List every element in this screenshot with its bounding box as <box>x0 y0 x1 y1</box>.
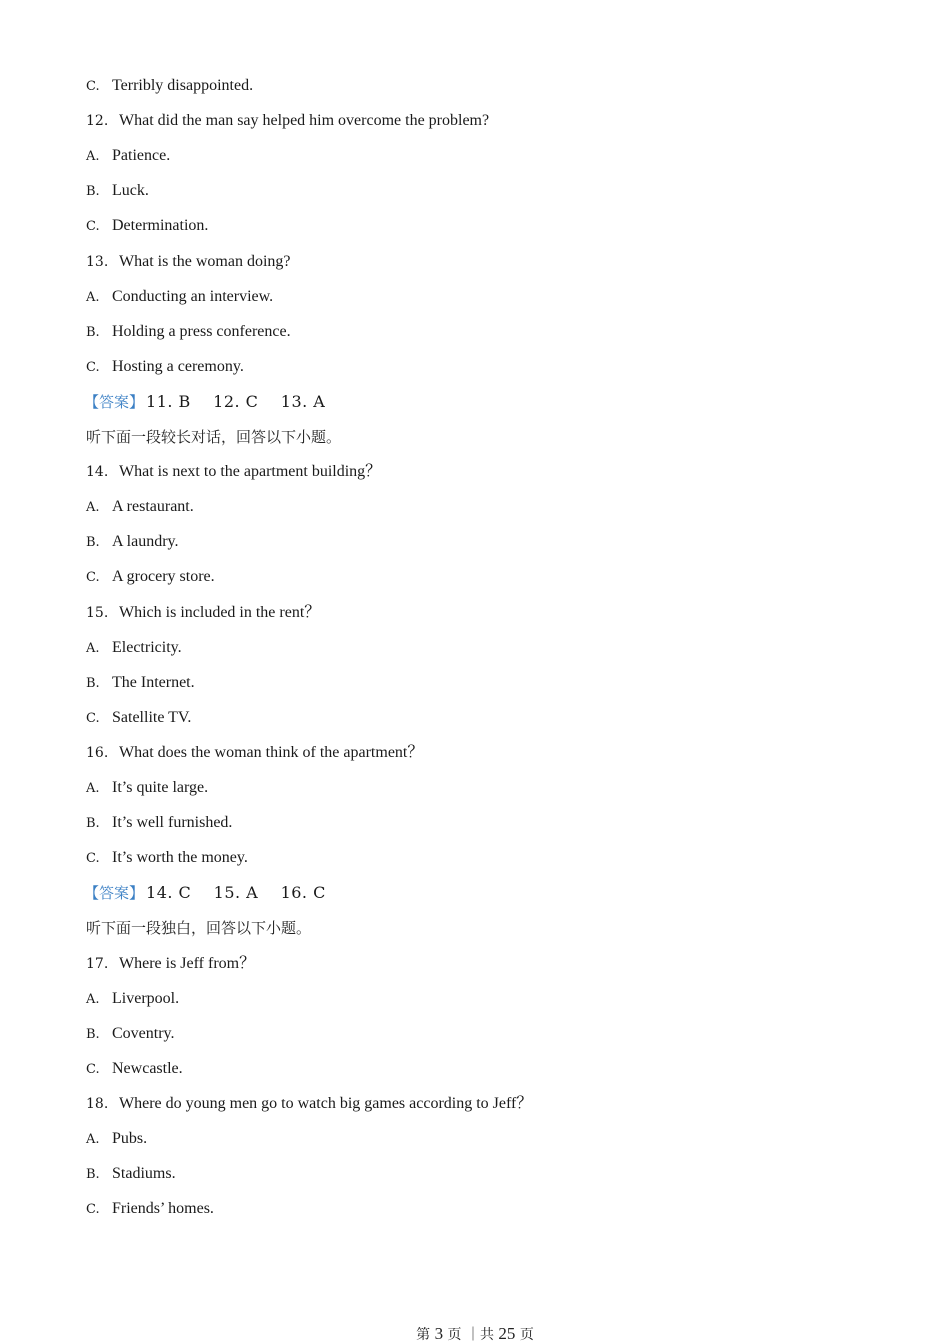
option-label: C. <box>86 851 100 866</box>
footer-total-pages: 25 <box>498 1324 516 1343</box>
question-number: 14. <box>86 464 109 480</box>
option-text: Satellite TV. <box>112 709 192 726</box>
question-text: Where is Jeff from？ <box>119 955 256 972</box>
option-text: Electricity. <box>112 639 182 656</box>
instruction-line <box>86 918 311 939</box>
option-line <box>86 357 244 378</box>
option-text: Friends’ homes. <box>112 1200 214 1217</box>
option-label: C. <box>86 360 100 375</box>
option-line <box>86 322 291 343</box>
option-text: Liverpool. <box>112 990 180 1007</box>
option-line <box>86 287 273 308</box>
question-text: What is the woman doing? <box>119 253 291 270</box>
question-number: 16. <box>86 745 109 761</box>
option-label: A. <box>86 992 100 1007</box>
option-line <box>86 532 179 553</box>
option-text: Conducting an interview. <box>112 288 274 305</box>
option-text: Stadiums. <box>112 1165 176 1182</box>
option-text: The Internet. <box>112 674 195 691</box>
question-line <box>86 743 423 763</box>
option-label: A. <box>86 290 100 305</box>
option-label: B. <box>86 184 100 199</box>
option-text: Coventry. <box>112 1025 175 1042</box>
option-text: A laundry. <box>112 533 179 550</box>
option-label: C. <box>86 1062 100 1077</box>
option-text: Patience. <box>112 147 171 164</box>
question-line <box>86 252 291 272</box>
option-label: C. <box>86 79 100 94</box>
option-line <box>86 673 195 694</box>
option-line <box>86 567 215 588</box>
option-text: Holding a press conference. <box>112 323 291 340</box>
option-text: Hosting a ceremony. <box>112 358 244 375</box>
option-label: C. <box>86 570 100 585</box>
option-line <box>86 848 248 869</box>
option-text: It’s well furnished. <box>112 814 233 831</box>
option-label: C. <box>86 1202 100 1217</box>
option-line <box>86 1129 147 1150</box>
option-label: B. <box>86 535 100 550</box>
question-text: Where do young men go to watch big games according to Jeff？ <box>119 1095 533 1112</box>
answer-line <box>84 883 326 904</box>
option-label: A. <box>86 500 100 515</box>
option-text: A restaurant. <box>112 498 194 515</box>
option-line <box>86 1164 176 1185</box>
footer-prefix: 第 <box>416 1327 431 1343</box>
option-line <box>86 813 232 834</box>
answer-values: 11. B 12. C 13. A <box>146 392 326 411</box>
option-text: Pubs. <box>112 1130 148 1147</box>
instruction-line <box>86 427 341 448</box>
option-text: It’s quite large. <box>112 779 209 796</box>
option-text: Luck. <box>112 182 149 199</box>
option-line <box>86 708 191 729</box>
question-number: 13. <box>86 254 109 270</box>
option-text: It’s worth the money. <box>112 849 248 866</box>
answer-tag: 【答案】 <box>84 393 145 411</box>
option-line <box>86 989 179 1010</box>
option-line <box>86 1059 183 1080</box>
answer-values: 14. C 15. A 16. C <box>146 883 326 902</box>
option-text: A grocery store. <box>112 568 215 585</box>
option-label: B. <box>86 325 100 340</box>
instruction-text: 听下面一段较长对话，回答以下小题。 <box>86 428 342 446</box>
option-line <box>86 76 253 97</box>
option-label: B. <box>86 1167 100 1182</box>
option-line <box>86 1199 214 1220</box>
page-footer <box>0 1324 950 1344</box>
footer-mid: 页 ｜共 <box>447 1327 494 1343</box>
option-label: C. <box>86 219 100 234</box>
question-text: What does the woman think of the apartment？ <box>119 744 424 761</box>
option-label: A. <box>86 781 100 796</box>
option-label: A. <box>86 641 100 656</box>
footer-current-page: 3 <box>434 1324 444 1343</box>
question-line <box>86 111 489 131</box>
question-text: Which is included in the rent？ <box>119 604 321 621</box>
question-text: What is next to the apartment building？ <box>119 463 382 480</box>
instruction-text: 听下面一段独白，回答以下小题。 <box>86 919 312 937</box>
option-text: Determination. <box>112 217 209 234</box>
option-text: Newcastle. <box>112 1060 183 1077</box>
question-number: 15. <box>86 605 109 621</box>
question-line <box>86 954 255 974</box>
question-number: 12. <box>86 113 109 129</box>
question-number: 17. <box>86 956 109 972</box>
option-label: B. <box>86 816 100 831</box>
question-text: What did the man say helped him overcome the problem? <box>119 112 490 129</box>
option-line <box>86 146 170 167</box>
option-label: A. <box>86 149 100 164</box>
option-line <box>86 1024 175 1045</box>
option-line <box>86 638 182 659</box>
question-line <box>86 603 320 623</box>
answer-line <box>84 392 325 413</box>
option-label: B. <box>86 676 100 691</box>
option-line <box>86 497 194 518</box>
option-label: C. <box>86 711 100 726</box>
option-text: Terribly disappointed. <box>112 77 254 94</box>
question-line <box>86 462 381 482</box>
option-line <box>86 181 149 202</box>
option-label: B. <box>86 1027 100 1042</box>
question-number: 18. <box>86 1096 109 1112</box>
option-line <box>86 216 208 237</box>
option-label: A. <box>86 1132 100 1147</box>
option-line <box>86 778 208 799</box>
footer-suffix: 页 <box>519 1327 534 1343</box>
question-line <box>86 1094 532 1114</box>
answer-tag: 【答案】 <box>84 884 145 902</box>
